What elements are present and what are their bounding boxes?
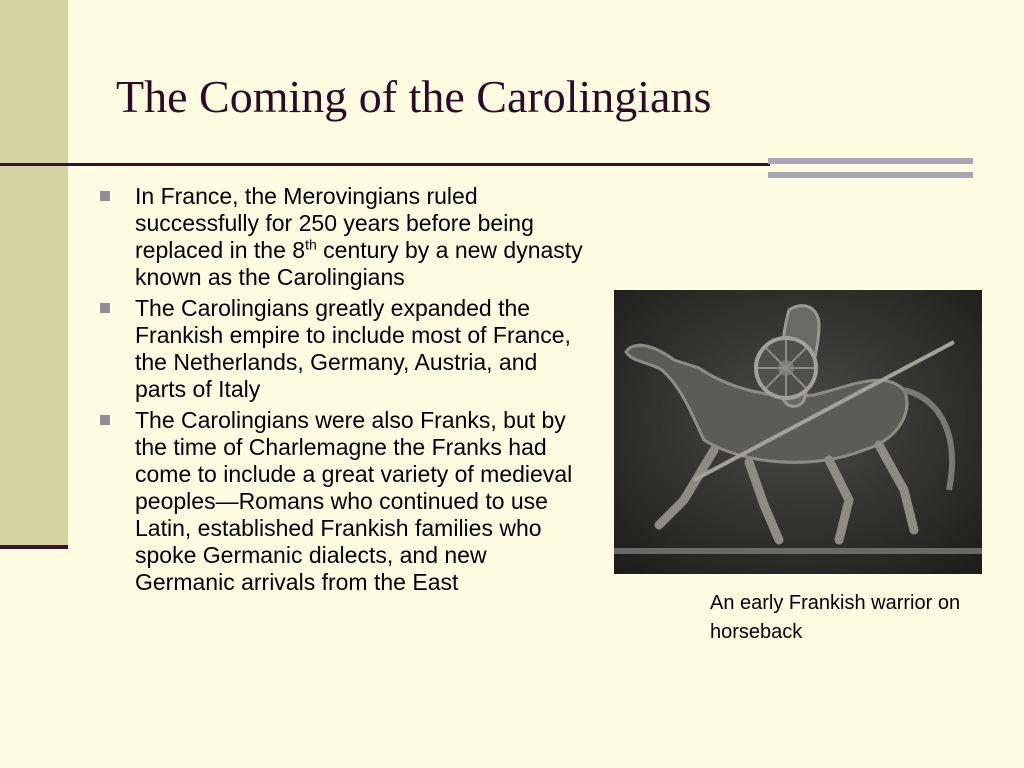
- frankish-warrior-relief-image: [614, 290, 982, 574]
- relief-illustration: [614, 290, 982, 574]
- square-bullet-icon: [100, 191, 110, 201]
- left-band-underline: [0, 545, 68, 549]
- bullet-item: [98, 407, 588, 596]
- image-caption: An early Frankish warrior on horseback: [710, 592, 961, 643]
- bullet-text-3: The Carolingians were also Franks, but by the time of Charlemagne the Franks had come to include a great variety of medieval peoples—Romans who continued to use Latin, established Frankish families who spoke Germanic dialects, and new Germanic arrivals from the East: [135, 407, 573, 595]
- bullet-text-1a: In France, the Merovingians ruled successfully for 250 years before being replaced in the 8: [135, 183, 534, 263]
- title-divider: [0, 163, 770, 166]
- accent-bar-top: [768, 158, 973, 164]
- square-bullet-icon: [100, 415, 110, 425]
- accent-bar-bottom: [768, 172, 973, 178]
- bullet-text-1b: century by a new dynasty known as the Carolingians: [135, 237, 583, 290]
- bullet-item: [98, 295, 588, 403]
- bullet-list: [98, 183, 588, 600]
- bullet-text-2: The Carolingians greatly expanded the Frankish empire to include most of France, the Netherlands, Germany, Austria, and parts of Italy: [135, 295, 571, 402]
- left-accent-band: [0, 0, 68, 545]
- bullet-item: [98, 183, 588, 291]
- slide-title: The Coming of the Carolingians: [116, 71, 712, 122]
- square-bullet-icon: [100, 303, 110, 313]
- ordinal-superscript: th: [305, 236, 317, 253]
